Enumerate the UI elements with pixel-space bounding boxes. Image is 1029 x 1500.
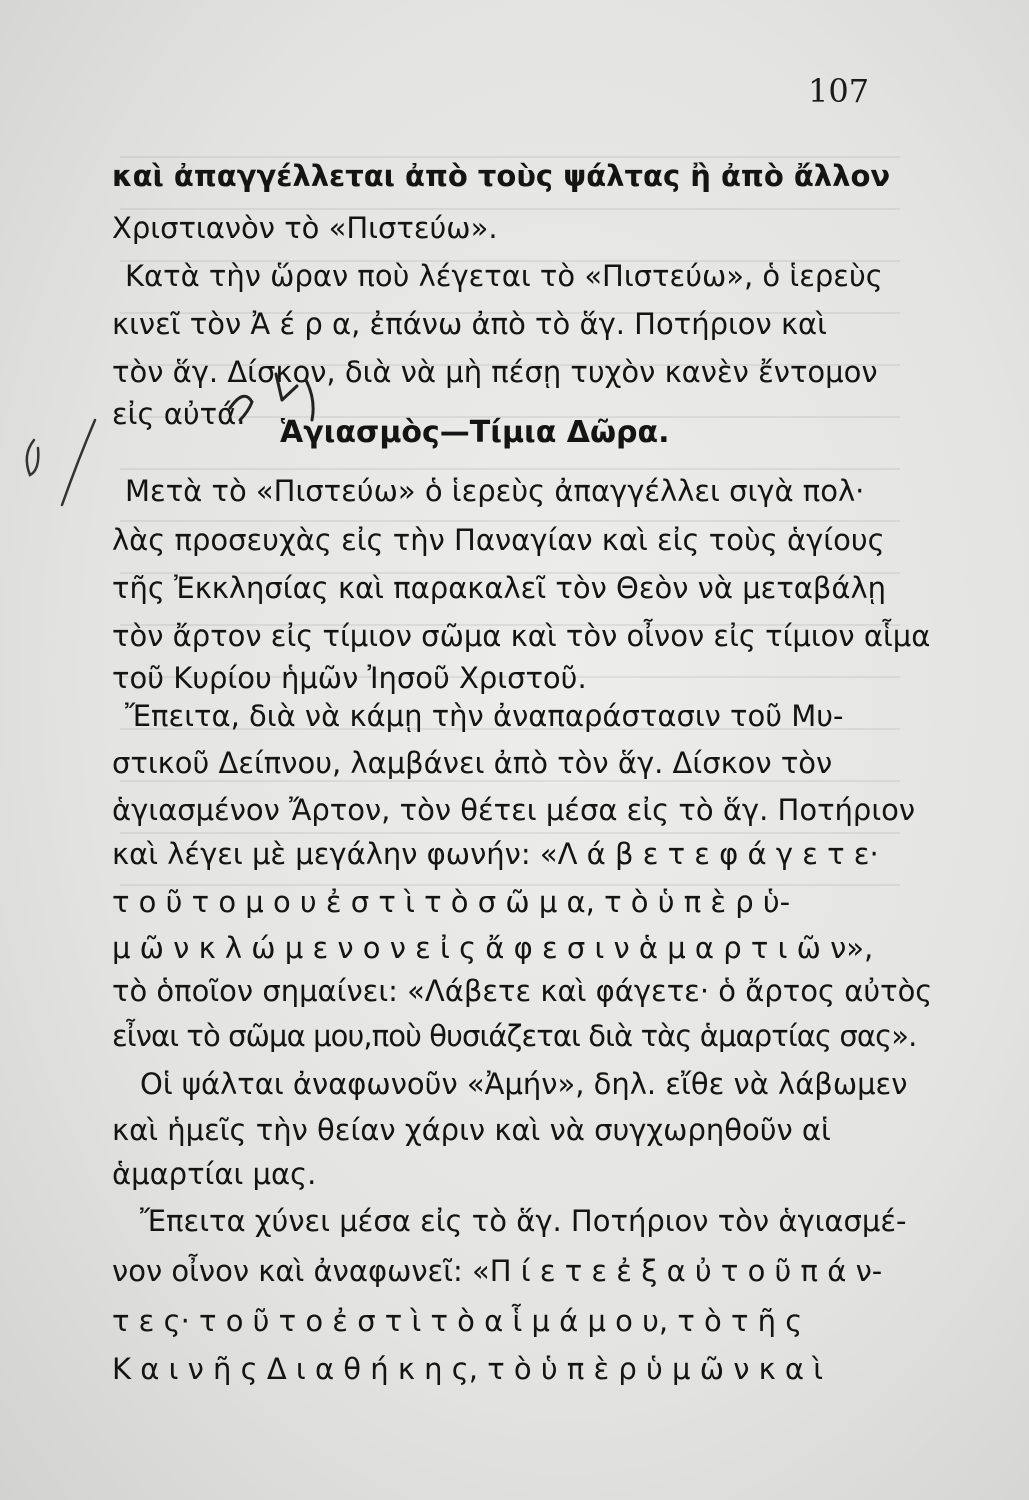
text-line-12: Ἔπειτα, διὰ νὰ κάμῃ τὴν ἀναπαράστασιν τοῦ Μυ- <box>125 699 844 733</box>
text-line-9: τῆς Ἐκκλησίας καὶ παρακαλεῖ τὸν Θεὸν νὰ μεταβάλῃ <box>112 571 887 605</box>
margin-loop-mark <box>27 440 39 475</box>
text-line-11: τοῦ Κυρίου ἡμῶν Ἰησοῦ Χριστοῦ. <box>112 661 587 695</box>
text-line-15: καὶ λέγει μὲ μεγάλην φωνήν: «Λ ά β ε τ ε φ ά γ ε τ ε· <box>112 837 879 871</box>
text-line-16: τ ο ῦ τ ο μ ο υ ἐ σ τ ὶ τ ὸ σ ῶ μ α, τ ὸ ὑ π ὲ ρ ὑ- <box>112 885 791 919</box>
text-line-10: τὸν ἄρτον εἰς τίμιον σῶμα καὶ τὸν οἶνον εἰς τίμιον αἷμα <box>112 619 931 653</box>
page-number: 107 <box>808 72 870 110</box>
text-line-7: Μετὰ τὸ «Πιστεύω» ὁ ἱερεὺς ἀπαγγέλλει σιγὰ πολ· <box>125 474 865 508</box>
text-line-23: Ἔπειτα χύνει μέσα εἰς τὸ ἅγ. Ποτήριον τὸν ἁγιασμέ- <box>140 1204 907 1238</box>
text-line-8: λὰς προσευχὰς εἰς τὴν Παναγίαν καὶ εἰς τοὺς ἁγίους <box>112 523 885 557</box>
margin-arc-mark <box>62 420 95 505</box>
text-line-18: τὸ ὁποῖον σημαίνει: «Λάβετε καὶ φάγετε· ὁ ἄρτος αὐτὸς <box>112 974 933 1008</box>
section-heading: Ἁγιασμὸς—Τίμια Δῶρα. <box>280 415 670 450</box>
text-line-3: Κατὰ τὴν ὥραν ποὺ λέγεται τὸ «Πιστεύω», ὁ ἱερεὺς <box>125 259 883 293</box>
text-line-13: στικοῦ Δείπνου, λαμβάνει ἀπὸ τὸν ἅγ. Δίσκον τὸν <box>112 746 833 780</box>
text-line-1: καὶ ἀπαγγέλλεται ἀπὸ τοὺς ψάλτας ἢ ἀπὸ ἄλλον <box>112 159 891 193</box>
text-line-19: εἶναι τὸ σῶμα μου,ποὺ θυσιάζεται διὰ τὰς ἁμαρτίας σας». <box>112 1019 917 1053</box>
text-line-20: Οἱ ψάλται ἀναφωνοῦν «Ἀμήν», δηλ. εἴθε νὰ λάβωμεν <box>140 1067 908 1101</box>
text-line-22: ἁμαρτίαι μας. <box>112 1157 317 1191</box>
text-line-6: εἰς αὐτά. <box>112 397 246 431</box>
text-line-24: νον οἶνον καὶ ἀναφωνεῖ: «Π ί ε τ ε ἐ ξ α ὐ τ ο ῦ π ά ν- <box>112 1254 883 1288</box>
text-line-2: Χριστιανὸν τὸ «Πιστεύω». <box>112 211 498 245</box>
text-line-25: τ ε ς· τ ο ῦ τ ο ἐ σ τ ὶ τ ὸ α ἷ μ ά μ ο υ, τ ὸ τ ῆ ς <box>112 1304 803 1338</box>
text-line-17: μ ῶ ν κ λ ώ μ ε ν ο ν ε ἰ ς ἄ φ ε σ ι ν ἁ μ α ρ τ ι ῶ ν», <box>112 931 874 965</box>
text-line-4: κινεῖ τὸν Ἀ έ ρ α, ἐπάνω ἀπὸ τὸ ἅγ. Ποτήριον καὶ <box>112 307 827 341</box>
text-line-5: τὸν ἅγ. Δίσκον, διὰ νὰ μὴ πέσῃ τυχὸν κανὲν ἔντομον <box>112 355 878 389</box>
text-line-21: καὶ ἡμεῖς τὴν θείαν χάριν καὶ νὰ συγχωρηθοῦν αἱ <box>112 1113 831 1147</box>
text-line-26: Κ α ι ν ῆ ς Δ ι α θ ή κ η ς, τ ὸ ὑ π ὲ ρ ὑ μ ῶ ν κ α ὶ <box>112 1352 824 1386</box>
text-line-14: ἁγιασμένον Ἄρτον, τὸν θέτει μέσα εἰς τὸ ἅγ. Ποτήριον <box>112 793 916 827</box>
